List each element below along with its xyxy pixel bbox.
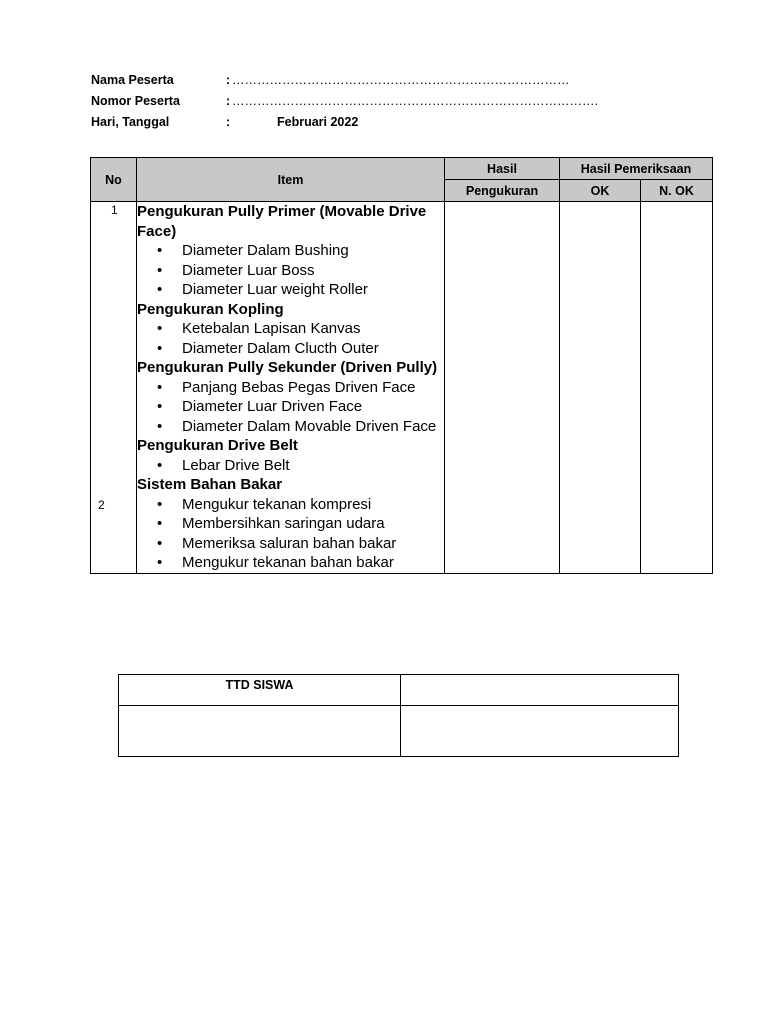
list-item: • Diameter Luar Driven Face — [182, 397, 444, 417]
item-cell — [137, 202, 445, 574]
list-item: • Mengukur tekanan bahan bakar — [182, 553, 444, 573]
col-nok-header: N. OK — [641, 180, 713, 202]
hari-tanggal-value: Februari 2022 — [277, 115, 359, 129]
checklist-table — [90, 157, 713, 574]
list-item: • Diameter Luar Boss — [182, 261, 444, 281]
list-item: • Lebar Drive Belt — [182, 456, 444, 476]
section-items — [137, 319, 444, 358]
list-item: • Diameter Dalam Clucth Outer — [182, 339, 444, 359]
row-number-cell — [91, 202, 137, 574]
section-title: Pengukuran Pully Sekunder (Driven Pully) — [137, 359, 438, 376]
col-hasil-header-bottom: Pengukuran — [445, 180, 560, 202]
section-items — [137, 495, 444, 573]
col-hasil-header-top: Hasil — [445, 158, 560, 180]
section-items — [137, 456, 444, 476]
list-item: • Ketebalan Lapisan Kanvas — [182, 319, 444, 339]
col-pemeriksaan-header: Hasil Pemeriksaan — [560, 158, 713, 180]
nok-cell[interactable] — [641, 202, 713, 574]
row-number-2: 2 — [98, 498, 105, 512]
nama-peserta-field: ……………………………………………………………………… — [232, 73, 570, 87]
nomor-peserta-colon: : — [226, 94, 231, 108]
signature-table — [118, 674, 679, 757]
section-items — [137, 378, 444, 437]
section-items — [137, 241, 444, 300]
nomor-peserta-label: Nomor Peserta — [91, 94, 180, 108]
nomor-peserta-field: ……………………………………………………………………………. — [232, 94, 598, 108]
list-item: • Diameter Luar weight Roller — [182, 280, 444, 300]
section-title: Pengukuran Pully Primer (Movable Drive Face) — [137, 203, 427, 240]
col-ok-header: OK — [560, 180, 641, 202]
col-no-header: No — [91, 158, 137, 202]
list-item: • Panjang Bebas Pegas Driven Face — [182, 378, 444, 398]
hari-tanggal-label: Hari, Tanggal — [91, 115, 170, 129]
hasil-pengukuran-cell[interactable] — [445, 202, 560, 574]
nama-peserta-label: Nama Peserta — [91, 73, 174, 87]
section-title: Pengukuran Drive Belt — [137, 437, 298, 454]
row-number-1: 1 — [111, 203, 118, 217]
list-item: • Memeriksa saluran bahan bakar — [182, 534, 444, 554]
list-item: • Diameter Dalam Movable Driven Face — [182, 417, 444, 437]
section-title: Sistem Bahan Bakar — [137, 476, 283, 493]
list-item: • Mengukur tekanan kompresi — [182, 495, 444, 515]
section-title: Pengukuran Kopling — [137, 300, 284, 318]
ttd-siswa-label: TTD SISWA — [119, 675, 401, 706]
nama-peserta-colon: : — [226, 73, 231, 87]
signature-header-blank — [401, 675, 679, 706]
list-item: • Membersihkan saringan udara — [182, 514, 444, 534]
ok-cell[interactable] — [560, 202, 641, 574]
signature-field-blank[interactable] — [401, 706, 679, 757]
ttd-siswa-field[interactable] — [119, 706, 401, 757]
hari-tanggal-colon: : — [226, 115, 231, 129]
col-item-header: Item — [137, 158, 445, 202]
list-item: • Diameter Dalam Bushing — [182, 241, 444, 261]
